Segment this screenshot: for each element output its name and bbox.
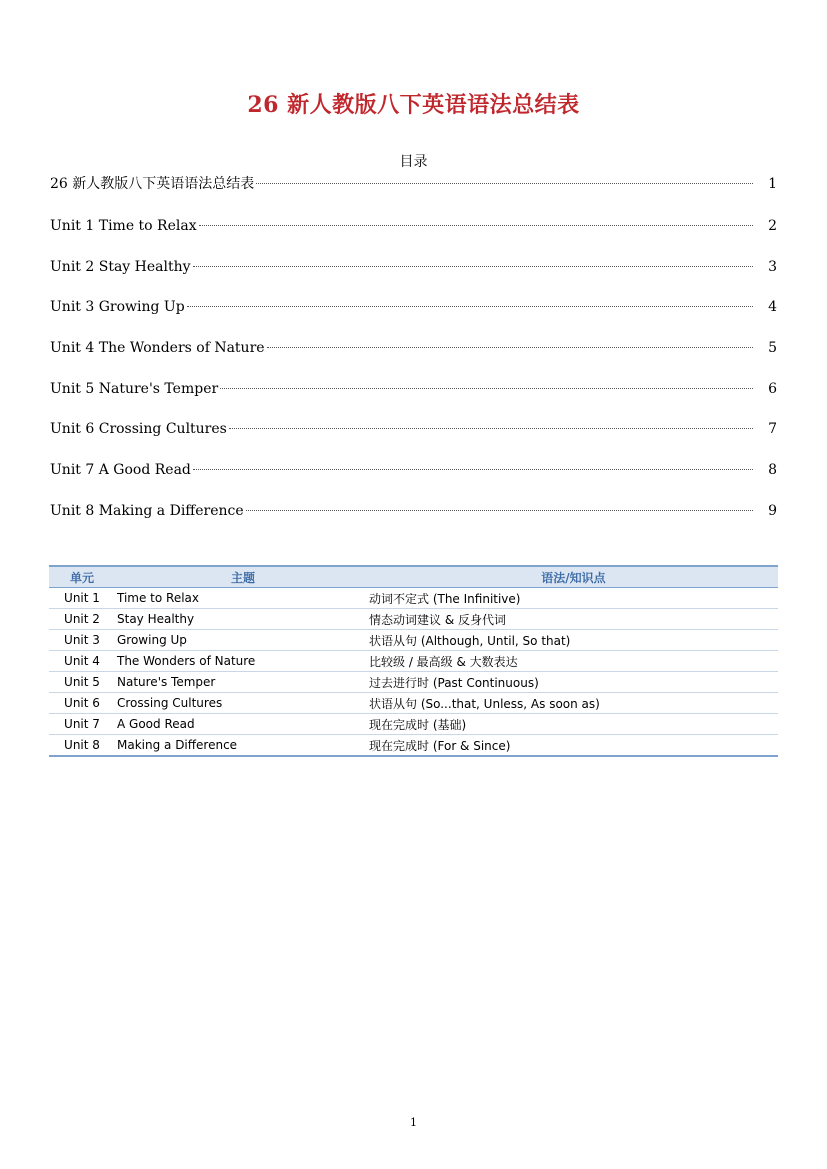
cell-unit: Unit 7 <box>49 714 115 735</box>
cell-topic: Crossing Cultures <box>115 693 369 714</box>
toc-entry-page: 2 <box>768 218 777 234</box>
cell-topic: A Good Read <box>115 714 369 735</box>
toc-entry[interactable] <box>50 419 777 460</box>
toc-dot-leader <box>193 469 753 470</box>
toc-dot-leader <box>199 225 753 226</box>
toc-dot-leader <box>246 510 753 511</box>
toc-entry-page: 9 <box>768 502 777 519</box>
cell-topic: Making a Difference <box>115 735 369 757</box>
toc-entry[interactable] <box>50 174 777 216</box>
toc-dot-leader <box>267 347 753 348</box>
cell-grammar: 比较级 / 最高级 & 大数表达 <box>369 651 778 672</box>
table-of-contents <box>50 174 777 542</box>
toc-entry-label: Unit 2 Stay Healthy <box>50 258 191 275</box>
table-row <box>49 735 778 757</box>
cell-grammar: 动词不定式 (The Infinitive) <box>369 588 778 609</box>
toc-entry-label: Unit 6 Crossing Cultures <box>50 421 227 438</box>
toc-entry-label: Unit 5 Nature's Temper <box>50 380 219 397</box>
toc-dot-leader <box>187 306 753 307</box>
table-row <box>49 588 778 609</box>
cell-grammar: 现在完成时 (For & Since) <box>369 735 778 757</box>
toc-entry[interactable] <box>50 379 777 420</box>
toc-entry-page: 4 <box>768 299 777 316</box>
toc-dot-leader <box>220 388 753 389</box>
header-grammar: 语法/知识点 <box>369 566 778 588</box>
cell-topic: The Wonders of Nature <box>115 651 369 672</box>
toc-entry[interactable] <box>50 216 777 257</box>
toc-entry[interactable] <box>50 297 777 338</box>
toc-entry-label: Unit 4 The Wonders of Nature <box>50 340 265 357</box>
table-row <box>49 672 778 693</box>
table-row <box>49 630 778 651</box>
table-row <box>49 693 778 714</box>
cell-unit: Unit 3 <box>49 630 115 651</box>
cell-grammar: 状语从句 (Although, Until, So that) <box>369 630 778 651</box>
toc-dot-leader <box>229 428 753 429</box>
toc-entry-label: 26 新人教版八下英语语法总结表 <box>50 176 255 192</box>
toc-entry-page: 3 <box>768 258 777 275</box>
toc-entry-page: 7 <box>768 421 777 438</box>
cell-topic: Time to Relax <box>115 588 369 609</box>
cell-grammar: 情态动词建议 & 反身代词 <box>369 609 778 630</box>
toc-heading: 目录 <box>399 154 428 170</box>
toc-entry-label: Unit 1 Time to Relax <box>50 218 197 234</box>
cell-unit: Unit 5 <box>49 672 115 693</box>
cell-unit: Unit 4 <box>49 651 115 672</box>
toc-entry-label: Unit 3 Growing Up <box>50 299 185 316</box>
cell-unit: Unit 8 <box>49 735 115 757</box>
cell-grammar: 状语从句 (So...that, Unless, As soon as) <box>369 693 778 714</box>
toc-entry[interactable] <box>50 460 777 501</box>
document-title: 26 新人教版八下英语语法总结表 <box>247 91 580 118</box>
page-number: 1 <box>410 1116 417 1129</box>
header-topic: 主题 <box>115 566 369 588</box>
header-unit: 单元 <box>49 566 115 588</box>
toc-entry-label: Unit 8 Making a Difference <box>50 502 244 519</box>
toc-entry[interactable] <box>50 257 777 298</box>
toc-entry-page: 6 <box>768 380 777 397</box>
grammar-summary-table <box>49 565 778 757</box>
cell-topic: Growing Up <box>115 630 369 651</box>
table-row <box>49 714 778 735</box>
toc-entry-page: 5 <box>768 340 777 357</box>
table-row <box>49 609 778 630</box>
toc-entry-page: 8 <box>768 462 777 479</box>
toc-entry[interactable] <box>50 338 777 379</box>
cell-grammar: 过去进行时 (Past Continuous) <box>369 672 778 693</box>
table-header-row <box>49 566 778 588</box>
cell-unit: Unit 2 <box>49 609 115 630</box>
toc-entry-page: 1 <box>768 176 777 192</box>
toc-entry-label: Unit 7 A Good Read <box>50 462 191 479</box>
cell-unit: Unit 1 <box>49 588 115 609</box>
cell-topic: Nature's Temper <box>115 672 369 693</box>
cell-unit: Unit 6 <box>49 693 115 714</box>
cell-topic: Stay Healthy <box>115 609 369 630</box>
toc-dot-leader <box>193 266 753 267</box>
toc-entry[interactable] <box>50 501 777 542</box>
toc-dot-leader <box>256 183 753 184</box>
cell-grammar: 现在完成时 (基础) <box>369 714 778 735</box>
table-row <box>49 651 778 672</box>
